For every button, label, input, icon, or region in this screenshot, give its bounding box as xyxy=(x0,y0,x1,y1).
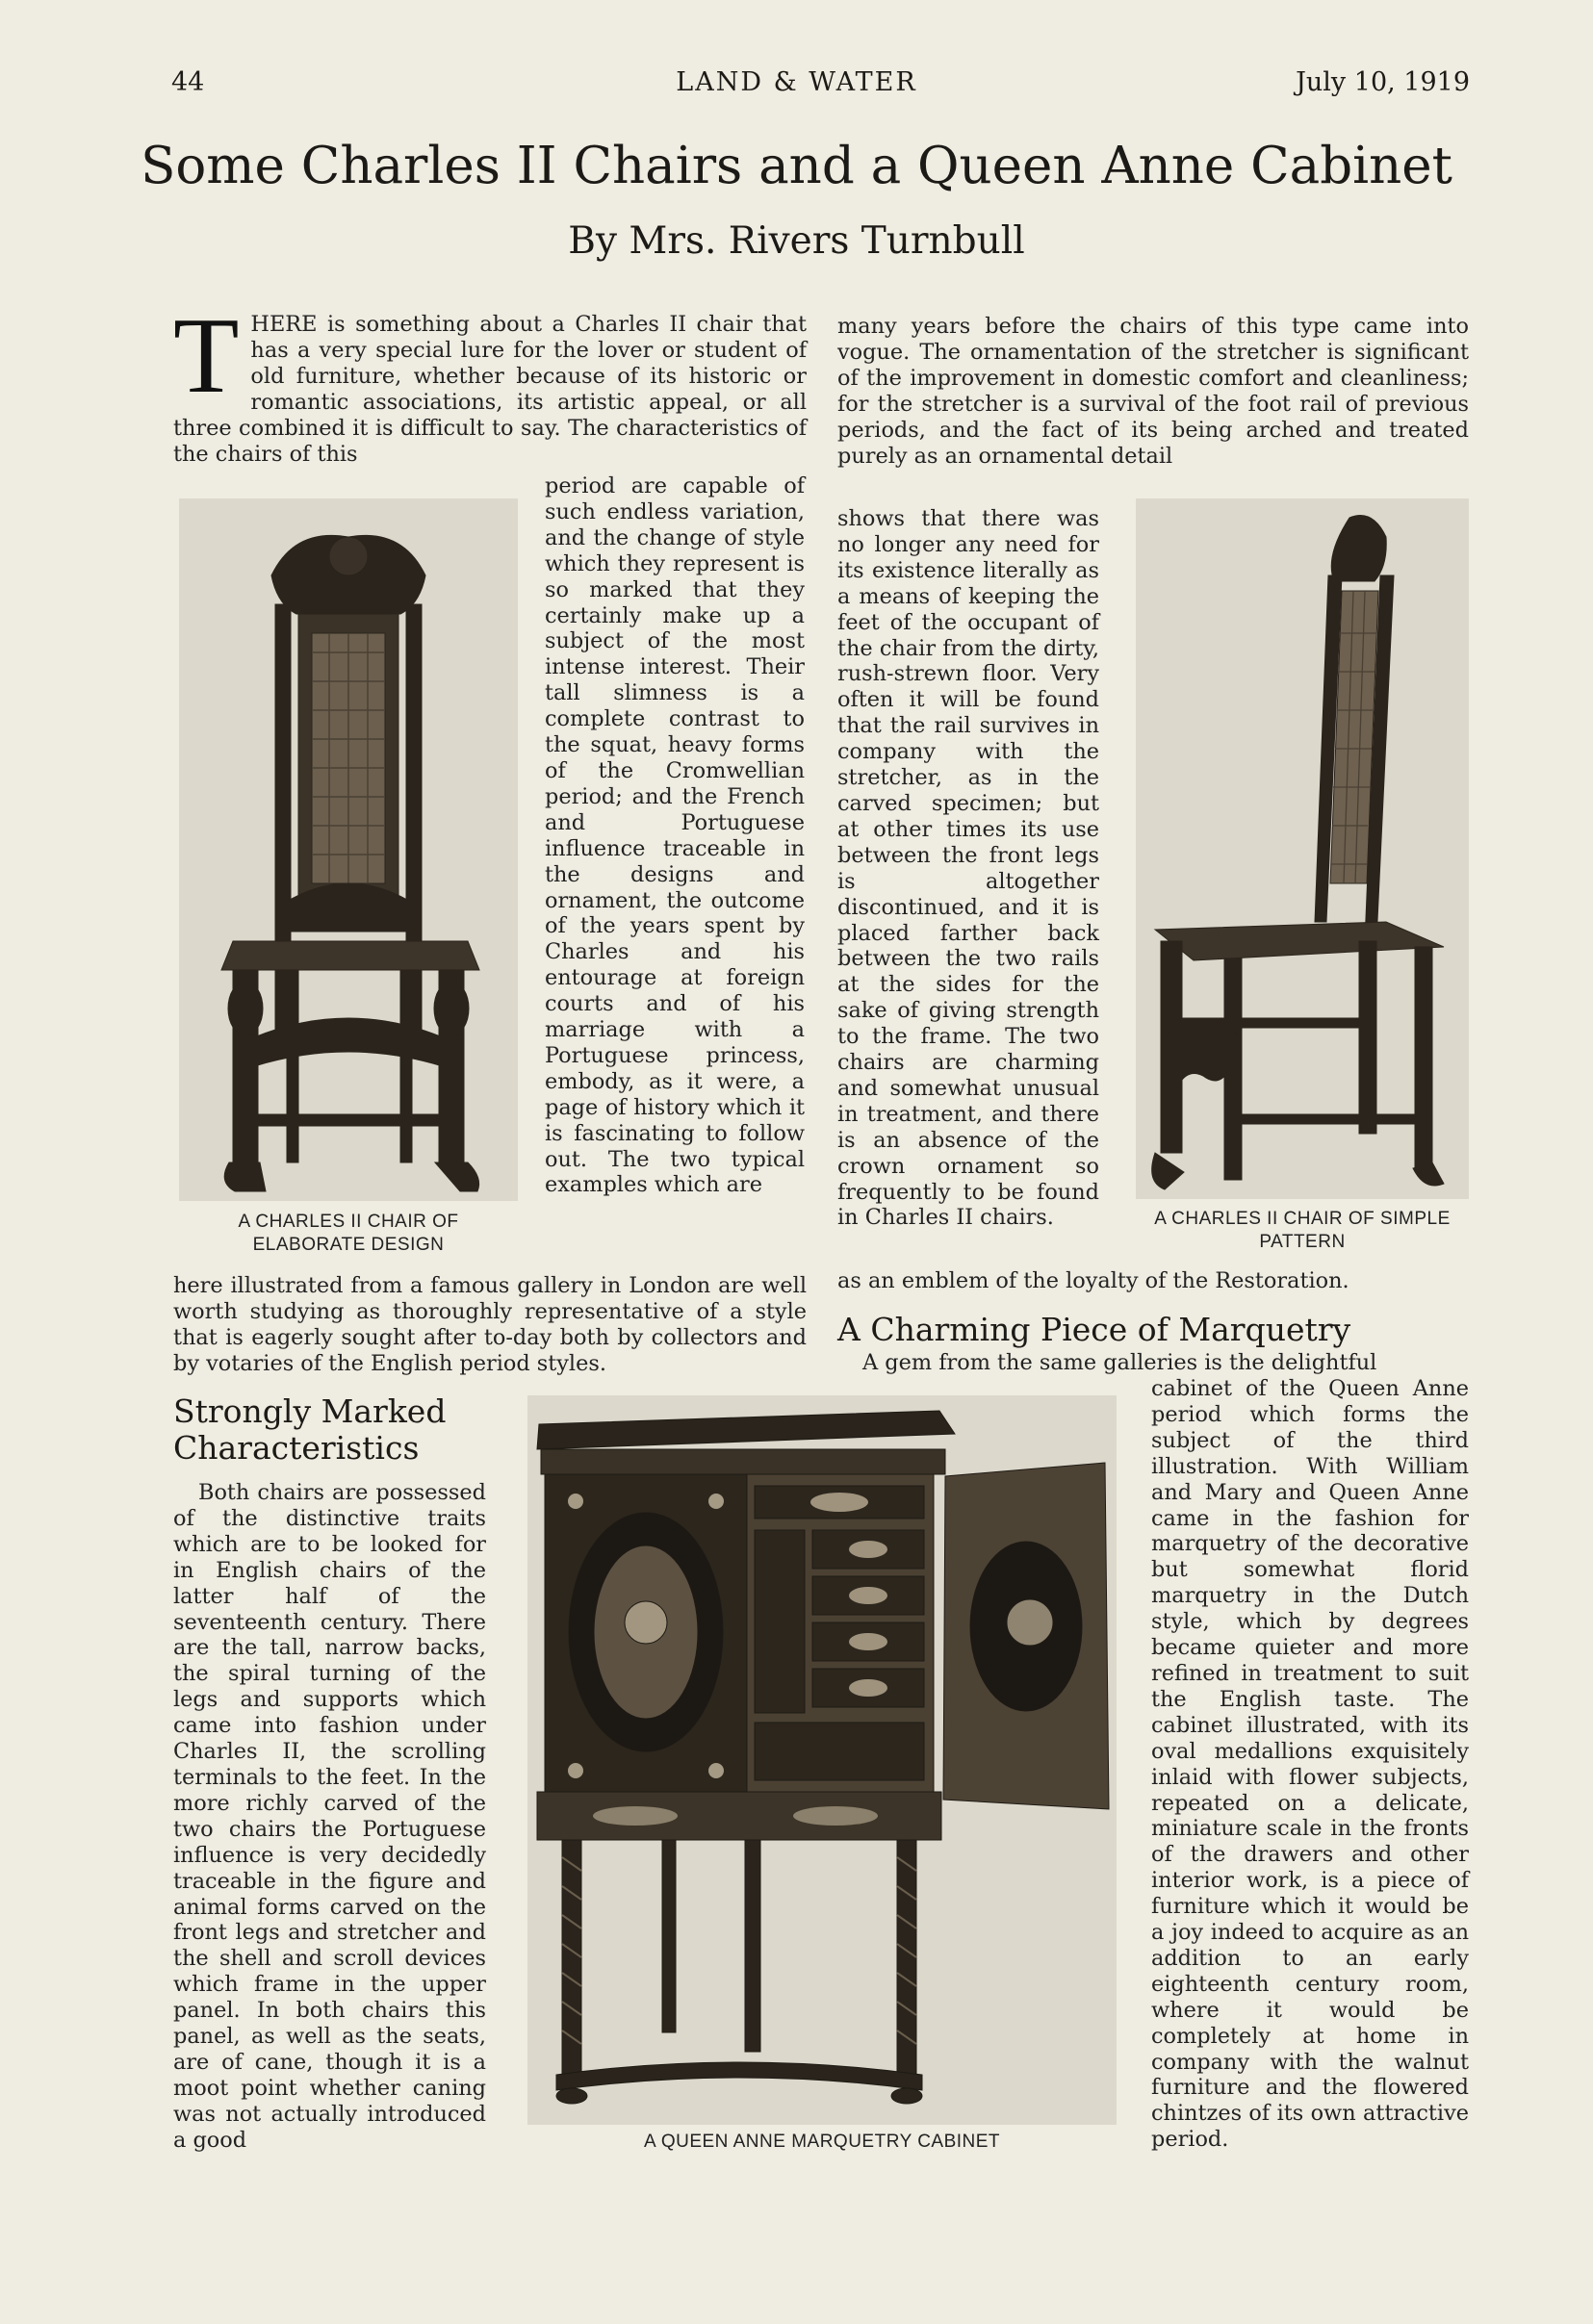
intro-bottom-text: here illustrated from a famous gallery in London are well worth studying as thoroughly representative of a style that is eagerly sought after to-day both by collectors and by votaries of the English period styles. xyxy=(173,1273,807,1376)
col2-top-block xyxy=(837,314,1469,469)
chair-simple-caption: A CHARLES II CHAIR OF SIMPLE PATTERN xyxy=(1154,1209,1451,1252)
chair-simple-illustration xyxy=(1136,498,1469,1199)
issue-date: July 10, 1919 xyxy=(1296,67,1470,97)
intro-bottom-block xyxy=(173,1273,807,1377)
col2-beside-figure-text: shows that there was no longer any need for its existence literally as a means of keeping the feet of the occupant of the chair from the dirty, rush-strewn floor. Very often it will be found that the rail survives in company with the stretcher, as in the carved specimen; but at other times its use between the front legs is altogether discontinued, and it is placed farther back between the two rails at the sides for the sake of giving strength to the frame. The two chairs are charming and somewhat unusual in treatment, and there is an absence of the crown ornament so frequently to be found in Charles II chairs. xyxy=(837,506,1099,1231)
section2-first-line: A gem from the same galleries is the delightful xyxy=(862,1350,1377,1375)
col2-top-text: many years before the chairs of this type came into vogue. The ornamentation of the stretcher is significant of the improvement in domestic comfort and cleanliness; for the stretcher is a survival of the foot rail of previous periods, and the fact of its being arched and treated purely as an ornamental detail xyxy=(837,314,1469,469)
col2-beside-figure xyxy=(837,506,1099,1231)
page-number: 44 xyxy=(171,67,205,97)
chair-elaborate-photo xyxy=(179,498,518,1201)
chair-simple-photo xyxy=(1136,498,1469,1199)
section2-text: cabinet of the Queen Anne period which forms the subject of the third illustration. With William and Mary and Queen Anne came in the fashion for marquetry of the decorative but somewhat florid marquetry in the Dutch style, which by degrees became quieter and more refined in treatment to suit the English taste. The cabinet illustrated, with its oval medallions exquisitely inlaid with flower subjects, repeated on a delicate, miniature scale in the fronts of the drawers and other interior work, is a piece of furniture which it would be a joy indeed to acquire as an addition to an early eighteenth century room, where it would be completely at home in company with the walnut furniture and the flowered chintzes of its own attractive period. xyxy=(1151,1376,1469,2153)
col2-bottom-block xyxy=(837,1268,1469,1294)
section2-first-line-block xyxy=(837,1350,1469,1376)
cabinet-illustration xyxy=(527,1395,1117,2125)
section1-body xyxy=(173,1480,486,2154)
article-title: Some Charles II Chairs and a Queen Anne Cabinet xyxy=(141,137,1452,195)
section2-body xyxy=(1151,1376,1469,2153)
drop-cap: T xyxy=(173,296,240,416)
cabinet-caption: A QUEEN ANNE MARQUETRY CABINET xyxy=(643,2132,1001,2152)
masthead: LAND & WATER xyxy=(676,67,917,97)
cabinet-photo xyxy=(527,1395,1117,2125)
chair-elaborate-caption: A CHARLES II CHAIR OF ELABORATE DESIGN xyxy=(238,1212,459,1255)
intro-top-text: HERE is something about a Charles II chair that has a very special lure for the lover or student of old furniture, whether because of its historic or romantic associations, its artistic appeal, or all three combined it is difficult to say. The characteristics of the chairs of this xyxy=(173,312,807,467)
chair-elaborate-illustration xyxy=(179,498,518,1201)
section-heading-marquetry: A Charming Piece of Marquetry xyxy=(837,1311,1351,1348)
intro-beside-figure xyxy=(545,473,805,1198)
section-heading-characteristics: Strongly Marked Characteristics xyxy=(173,1392,447,1467)
section1-text: Both chairs are possessed of the distinctive traits which are to be looked for in English chairs of the latter half of the seventeenth century. There are the tall, narrow backs, the spiral turning of the legs and supports which came into fashion under Charles II, the scrolling terminals to the feet. In the more richly carved of the two chairs the Portuguese influence is very decidedly traceable in the figure and animal forms carved on the front legs and stretcher and the shell and scroll devices which frame in the upper panel. In both chairs this panel, as well as the seats, are of cane, though it is a moot point whether caning was not actually introduced a good xyxy=(173,1480,486,2153)
col2-bottom-text: as an emblem of the loyalty of the Restoration. xyxy=(837,1268,1349,1293)
intro-top-block xyxy=(173,296,807,467)
intro-beside-figure-text: period are capable of such endless variation, and the change of style which they represent is so marked that they certainly make up a subject of the most intense interest. Their tall slimness is a complete contrast to the squat, heavy forms of the Cromwellian period; and the French and Portuguese influence traceable in the designs and ornament, the outcome of the years spent by Charles and his entourage at foreign courts and of his marriage with a Portuguese princess, embody, as it were, a page of history which it is fascinating to follow out. The two typical examples which are xyxy=(545,473,805,1198)
article-byline: By Mrs. Rivers Turnbull xyxy=(568,219,1025,263)
